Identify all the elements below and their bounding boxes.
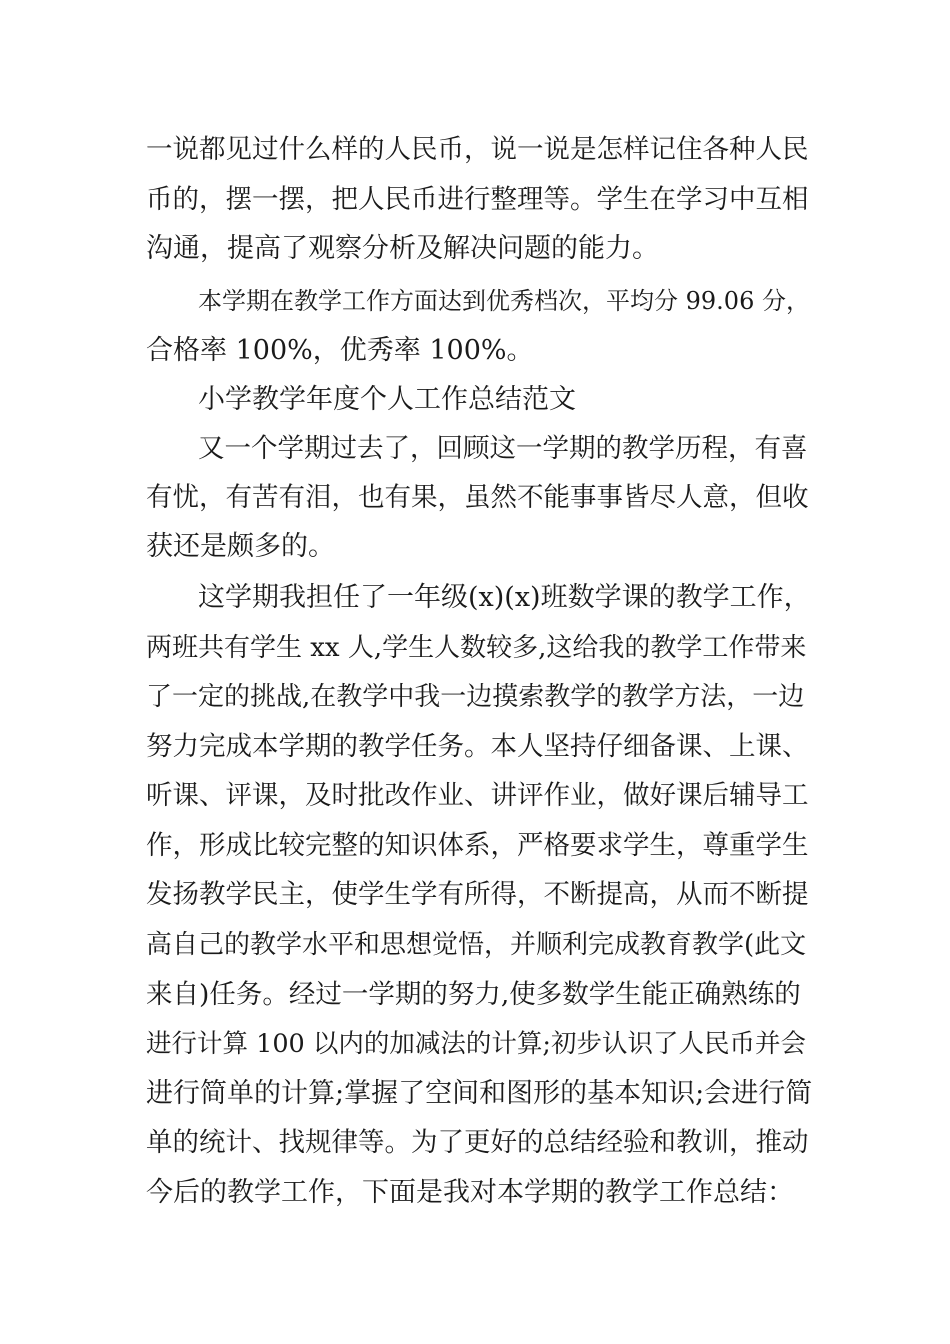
text-line: 努力完成本学期的教学任务。本人坚持仔细备课、上课、 — [146, 731, 809, 762]
text-line: 进行计算 100 以内的加减法的计算;初步认识了人民币并会 — [146, 1029, 806, 1059]
text-line: 两班共有学生 xx 人,学生人数较多,这给我的教学工作带来 — [146, 633, 807, 663]
text-line: 又一个学期过去了，回顾这一学期的教学历程，有喜 — [198, 433, 808, 464]
text-line: 听课、评课，及时批改作业、讲评作业，做好课后辅导工 — [146, 780, 809, 811]
text-line: 币的，摆一摆，把人民币进行整理等。学生在学习中互相 — [146, 184, 809, 215]
text-line: 一说都见过什么样的人民币，说一说是怎样记住各种人民 — [146, 134, 809, 165]
text-line: 有忧，有苦有泪，也有果，虽然不能事事皆尽人意，但收 — [146, 482, 809, 513]
text-line: 发扬教学民主，使学生学有所得，不断提高，从而不断提 — [146, 879, 809, 910]
text-line: 这学期我担任了一年级(x)(x)班数学课的教学工作， — [198, 582, 811, 613]
text-line: 本学期在教学工作方面达到优秀档次，平均分 99.06 分， — [198, 287, 810, 315]
text-line: 作，形成比较完整的知识体系，严格要求学生，尊重学生 — [146, 830, 809, 861]
text-line: 单的统计、找规律等。为了更好的总结经验和教训，推动 — [146, 1127, 809, 1158]
text-line: 来自)任务。经过一学期的努力,使多数学生能正确熟练的 — [146, 979, 801, 1010]
text-line: 合格率 100%，优秀率 100%。 — [146, 335, 534, 366]
text-line: 沟通，提高了观察分析及解决问题的能力。 — [146, 233, 659, 264]
text-line: 高自己的教学水平和思想觉悟，并顺利完成教育教学(此文 — [146, 930, 807, 960]
text-line: 进行简单的计算;掌握了空间和图形的基本知识;会进行简 — [146, 1078, 813, 1109]
text-line: 了一定的挑战,在教学中我一边摸索教学的教学方法，一边 — [146, 682, 805, 712]
section-heading: 小学教学年度个人工作总结范文 — [198, 384, 576, 415]
text-line: 获还是颇多的。 — [146, 531, 335, 562]
text-line: 今后的教学工作，下面是我对本学期的教学工作总结： — [146, 1177, 794, 1208]
